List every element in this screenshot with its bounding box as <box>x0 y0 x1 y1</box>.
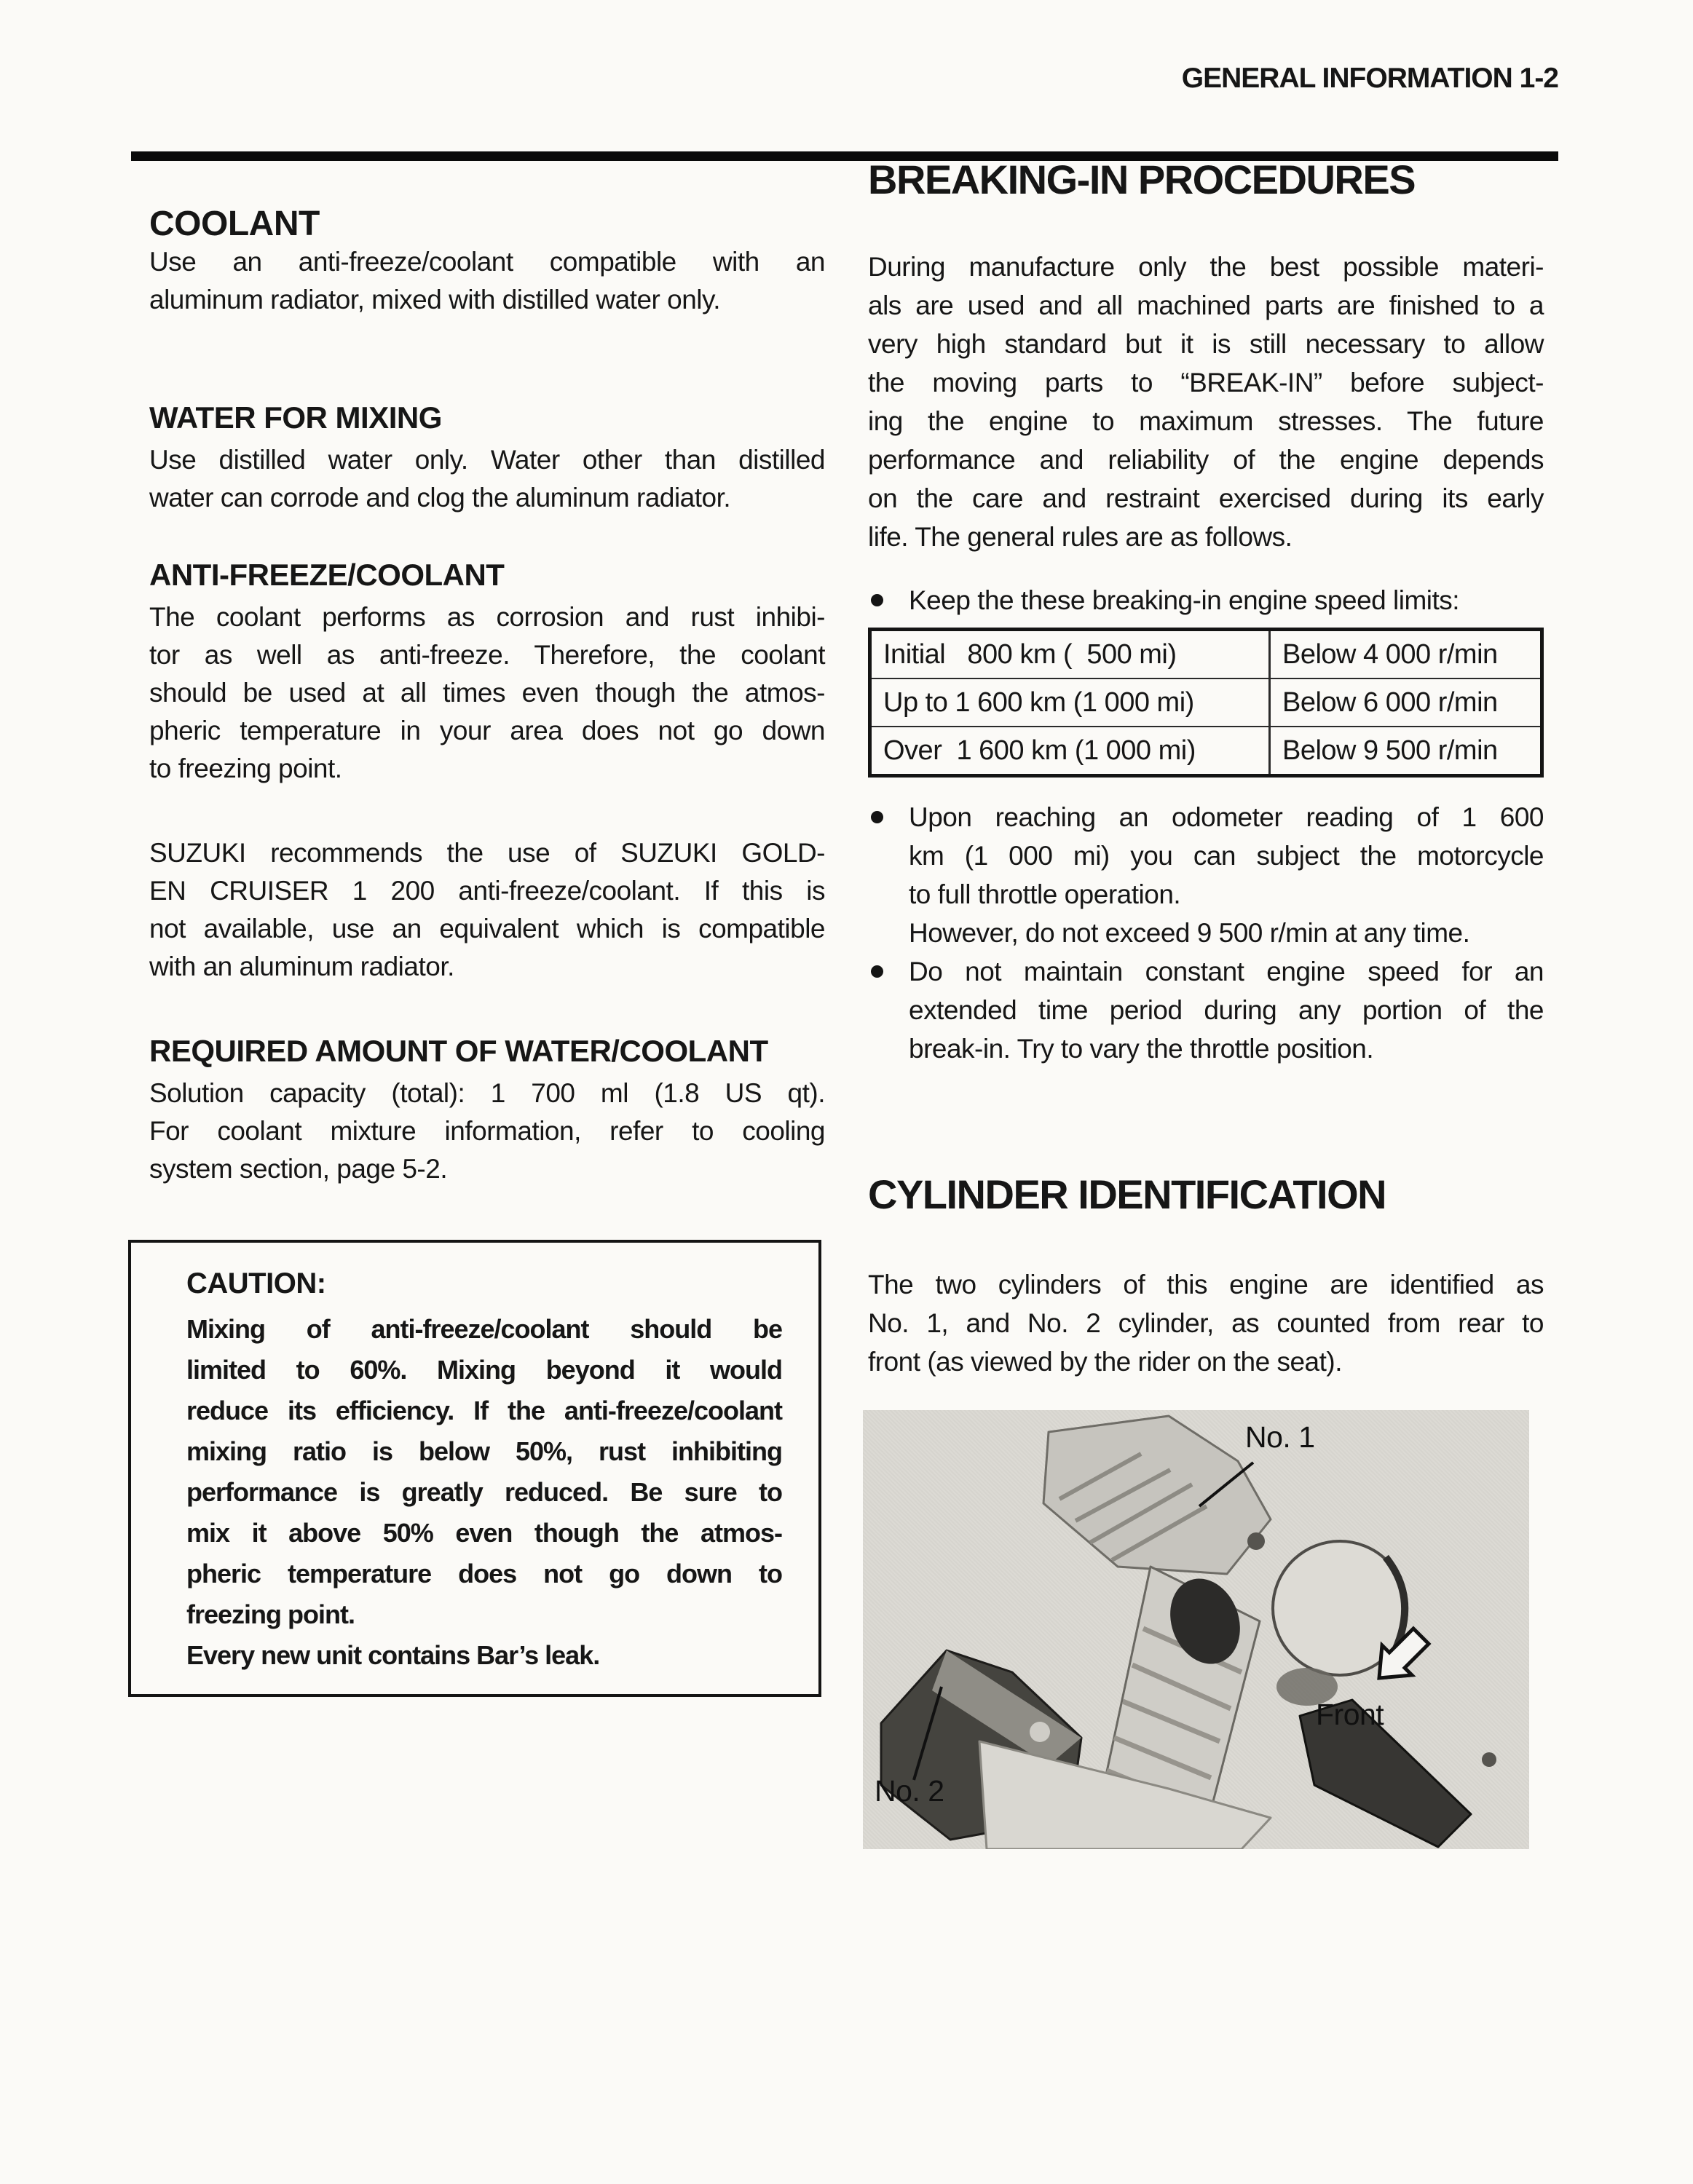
text-line: Keep the these breaking-in engine speed limits: <box>909 585 1460 615</box>
front-label: Front <box>1316 1698 1384 1731</box>
text-line: reduce its efficiency. If the anti-freeze/coolant <box>186 1396 782 1425</box>
table-cell-range: Up to 1 600 km (1 000 mi) <box>883 687 1194 718</box>
breaking-in-heading: BREAKING-IN PROCEDURES <box>868 157 1416 202</box>
text-line: Mixing of anti-freeze/coolant should be <box>186 1314 782 1344</box>
coolant-heading: COOLANT <box>149 205 320 243</box>
text-line: freezing point. <box>186 1599 355 1629</box>
breaking-in-speed-table <box>868 628 1544 778</box>
text-line: For coolant mixture information, refer to cooling <box>149 1116 825 1146</box>
suzuki-recommendation-paragraph <box>149 834 825 986</box>
text-line: extended time period during any portion of the <box>909 995 1544 1025</box>
table-row <box>872 678 1540 726</box>
text-line: front (as viewed by the rider on the seat). <box>868 1347 1343 1377</box>
text-line: Use distilled water only. Water other than distilled <box>149 445 825 475</box>
speed-limits-bullet <box>909 581 1544 620</box>
table-cell-range: Over 1 600 km (1 000 mi) <box>883 735 1196 766</box>
table-cell-limit: Below 6 000 r/min <box>1268 679 1540 726</box>
text-line: The two cylinders of this engine are identified as <box>868 1270 1544 1299</box>
cylinder-identification-heading: CYLINDER IDENTIFICATION <box>868 1171 1386 1217</box>
text-line: No. 1, and No. 2 cylinder, as counted from rear to <box>868 1308 1544 1338</box>
text-line: performance and reliability of the engine depends <box>868 445 1544 475</box>
anti-freeze-paragraph <box>149 598 825 788</box>
table-cell-limit: Below 9 500 r/min <box>1268 727 1540 774</box>
required-amount-heading: REQUIRED AMOUNT OF WATER/COOLANT <box>149 1034 768 1068</box>
text-line: tor as well as anti-freeze. Therefore, the coolant <box>149 640 825 670</box>
caution-content <box>186 1267 782 1676</box>
table-row <box>872 726 1540 774</box>
caution-box <box>128 1240 821 1697</box>
text-line: pheric temperature in your area does not go down <box>149 716 825 745</box>
text-line: Solution capacity (total): 1 700 ml (1.8 US qt). <box>149 1078 825 1108</box>
text-line: to freezing point. <box>149 753 342 783</box>
text-line: with an aluminum radiator. <box>149 951 454 981</box>
text-line: During manufacture only the best possible materi- <box>868 252 1544 282</box>
bullet-icon <box>871 594 883 606</box>
text-line: break-in. Try to vary the throttle position. <box>909 1034 1374 1064</box>
text-line: on the care and restraint exercised during its early <box>868 483 1544 513</box>
text-line: km (1 000 mi) you can subject the motorcycle <box>909 841 1544 871</box>
table-row <box>872 631 1540 678</box>
odometer-bullet-continuation <box>909 914 1544 952</box>
text-line: Do not maintain constant engine speed for an <box>909 957 1544 986</box>
bullet-icon <box>871 811 883 823</box>
text-line: not available, use an equivalent which is compatible <box>149 914 825 943</box>
text-line: mixing ratio is below 50%, rust inhibiting <box>186 1436 782 1466</box>
required-amount-paragraph <box>149 1075 825 1188</box>
text-line: ing the engine to maximum stresses. The future <box>868 406 1544 436</box>
text-line: Upon reaching an odometer reading of 1 600 <box>909 802 1544 832</box>
text-line: However, do not exceed 9 500 r/min at any time. <box>909 918 1470 948</box>
bullet-icon <box>871 965 883 978</box>
text-line: pheric temperature does not go down to <box>186 1559 782 1588</box>
breaking-in-intro-paragraph <box>868 248 1544 556</box>
table-cell-limit: Below 4 000 r/min <box>1268 631 1540 678</box>
odometer-bullet <box>909 798 1544 914</box>
coolant-paragraph <box>149 243 825 319</box>
text-line: should be used at all times even though the atmos- <box>149 678 825 708</box>
text-line: performance is greatly reduced. Be sure to <box>186 1477 782 1507</box>
table-cell-range: Initial 800 km ( 500 mi) <box>883 639 1177 670</box>
caution-paragraph <box>186 1309 782 1676</box>
engine-photo <box>863 1410 1529 1849</box>
text-line: als are used and all machined parts are finished to a <box>868 290 1544 320</box>
anti-freeze-heading: ANTI-FREEZE/COOLANT <box>149 558 505 592</box>
text-line: The coolant performs as corrosion and rust inhibi- <box>149 602 825 632</box>
page-header-title: GENERAL INFORMATION 1-2 <box>1181 63 1558 94</box>
caution-title: CAUTION: <box>186 1267 326 1299</box>
cylinder-no2-label: No. 2 <box>875 1774 944 1808</box>
text-line: water can corrode and clog the aluminum radiator. <box>149 483 731 513</box>
text-line: aluminum radiator, mixed with distilled water only. <box>149 285 721 314</box>
text-line: EN CRUISER 1 200 anti-freeze/coolant. If this is <box>149 876 825 906</box>
text-line: mix it above 50% even though the atmos- <box>186 1518 782 1548</box>
text-line: limited to 60%. Mixing beyond it would <box>186 1355 782 1385</box>
text-line: Every new unit contains Bar’s leak. <box>186 1640 600 1670</box>
text-line: the moving parts to “BREAK-IN” before subject- <box>868 368 1544 397</box>
water-for-mixing-paragraph <box>149 441 825 517</box>
cylinder-identification-paragraph <box>868 1265 1544 1381</box>
text-line: system section, page 5-2. <box>149 1154 448 1184</box>
text-line: life. The general rules are as follows. <box>868 522 1293 552</box>
engine-illustration <box>863 1410 1529 1849</box>
constant-speed-bullet <box>909 952 1544 1068</box>
text-line: SUZUKI recommends the use of SUZUKI GOLD- <box>149 838 825 868</box>
text-line: to full throttle operation. <box>909 879 1181 909</box>
text-line: very high standard but it is still necessary to allow <box>868 329 1544 359</box>
cylinder-no1-label: No. 1 <box>1245 1420 1315 1454</box>
text-line: Use an anti-freeze/coolant compatible with an <box>149 247 825 277</box>
water-for-mixing-heading: WATER FOR MIXING <box>149 400 442 435</box>
